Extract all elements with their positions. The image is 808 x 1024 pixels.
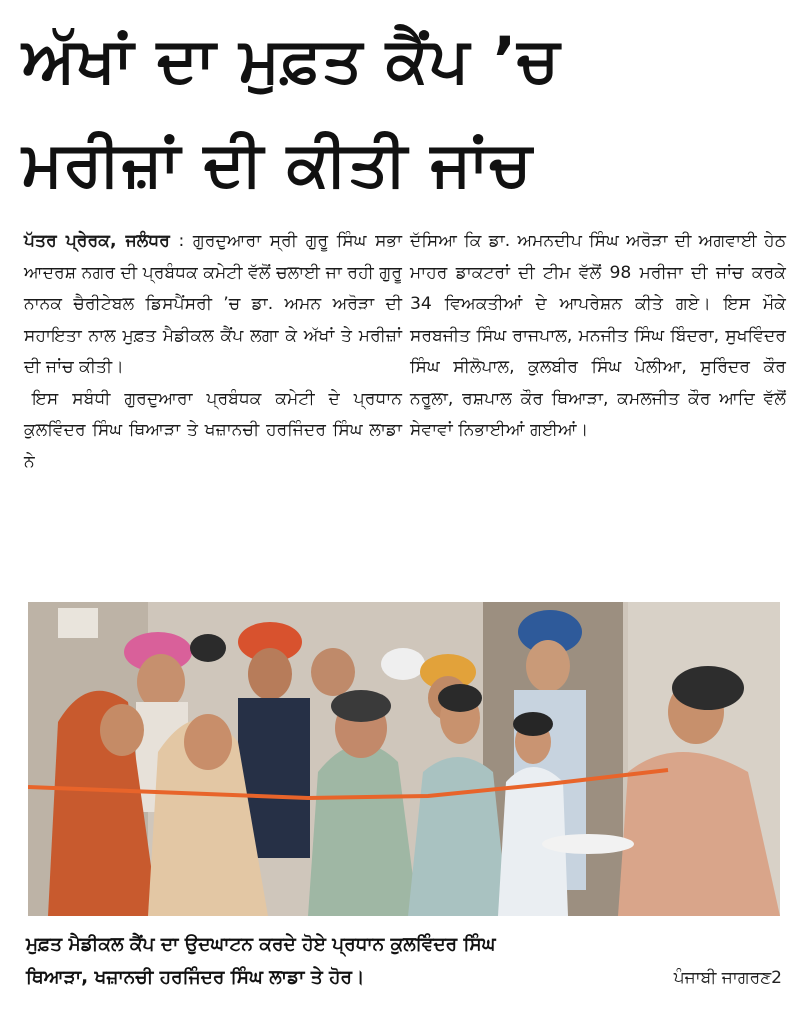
article-column-left bbox=[24, 226, 402, 478]
dateline: ਪੱਤਰ ਪ੍ਰੇਰਕ, ਜਲੰਧਰ bbox=[24, 231, 170, 251]
photo-caption bbox=[26, 928, 786, 994]
plate bbox=[542, 834, 634, 854]
article-lead-text: : ਗੁਰਦੁਆਰਾ ਸ੍ਰੀ ਗੁਰੂ ਸਿੰਘ ਸਭਾ ਆਦਰਸ਼ ਨਗਰ ਦੀ ਪ੍ਰਬੰਧਕ ਕਮੇਟੀ ਵੱਲੋਂ ਚਲਾਈ ਜਾ ਰਹੀ ਗੁਰੂ ਨਾਨਕ ਚੈਰੀਟੇਬਲ ਡਿਸਪੈਂਸਰੀ ’ਚ ਡਾ. ਅਮਨ ਅਰੋੜਾ ਦੀ ਸਹਾਇਤਾ ਨਾਲ ਮੁਫ਼ਤ ਮੈਡੀਕਲ ਕੈਂਪ ਲਗਾ ਕੇ ਅੱਖਾਂ ਤੇ ਮਰੀਜ਼ਾਂ ਦੀ ਜਾਂਚ ਕੀਤੀ। bbox=[24, 231, 403, 377]
article-paragraph-1 bbox=[24, 226, 402, 384]
news-photo bbox=[28, 602, 780, 916]
article-column-right bbox=[410, 226, 786, 447]
article-paragraph-3: ਦੱਸਿਆ ਕਿ ਡਾ. ਅਮਨਦੀਪ ਸਿੰਘ ਅਰੋੜਾ ਦੀ ਅਗਵਾਈ ਹੇਠ ਮਾਹਰ ਡਾਕਟਰਾਂ ਦੀ ਟੀਮ ਵੱਲੋਂ 98 ਮਰੀਜਾ ਦੀ ਜਾਂਚ ਕਰਕੇ 34 ਵਿਅਕਤੀਆਂ ਦੇ ਆਪਰੇਸ਼ਨ ਕੀਤੇ ਗਏ। ਇਸ ਮੌਕੇ ਸਰਬਜੀਤ ਸਿੰਘ ਰਾਜਪਾਲ, ਮਨਜੀਤ ਸਿੰਘ ਬਿੰਦਰਾ, ਸੁਖਵਿੰਦਰ ਸਿੰਘ ਸੀਲੋਪਾਲ, ਕੁਲਬੀਰ ਸਿੰਘ ਪੇਲੀਆ, ਸੁਰਿੰਦਰ ਕੌਰ ਨਰੂਲਾ, ਰਸ਼ਪਾਲ ਕੌਰ ਥਿਆੜਾ, ਕਮਲਜੀਤ ਕੌਰ ਆਦਿ ਵੱਲੋਂ ਸੇਵਾਵਾਂ ਨਿਭਾਈਆਂ ਗਈਆਂ। bbox=[410, 231, 786, 440]
article-paragraph-2: ਇਸ ਸਬੰਧੀ ਗੁਰਦੁਆਰਾ ਪ੍ਰਬੰਧਕ ਕਮੇਟੀ ਦੇ ਪ੍ਰਧਾਨ ਕੁਲਵਿੰਦਰ ਸਿੰਘ ਥਿਆੜਾ ਤੇ ਖਜ਼ਾਨਚੀ ਹਰਜਿੰਦਰ ਸਿੰਘ ਲਾਡਾ ਨੇ bbox=[24, 388, 402, 472]
caption-line-1: ਮੁਫ਼ਤ ਮੈਡੀਕਲ ਕੈਂਪ ਦਾ ਉਦਘਾਟਨ ਕਰਦੇ ਹੋਏ ਪ੍ਰਧਾਨ ਕੁਲਵਿੰਦਰ ਸਿੰਘ bbox=[26, 934, 496, 955]
caption-line-2: ਥਿਆੜਾ, ਖਜ਼ਾਨਚੀ ਹਰਜਿੰਦਰ ਸਿੰਘ ਲਾਡਾ ਤੇ ਹੋਰ। bbox=[26, 967, 365, 988]
headline-line-1: ਅੱਖਾਂ ਦਾ ਮੁਫ਼ਤ ਕੈਂਪ ’ਚ bbox=[22, 23, 561, 96]
photo-illustration bbox=[28, 602, 780, 916]
photo-credit: ਪੰਜਾਬੀ ਜਾਗਰਣ2 bbox=[673, 968, 782, 988]
headline bbox=[22, 8, 792, 216]
headline-line-2: ਮਰੀਜ਼ਾਂ ਦੀ ਕੀਤੀ ਜਾਂਚ bbox=[22, 127, 533, 200]
